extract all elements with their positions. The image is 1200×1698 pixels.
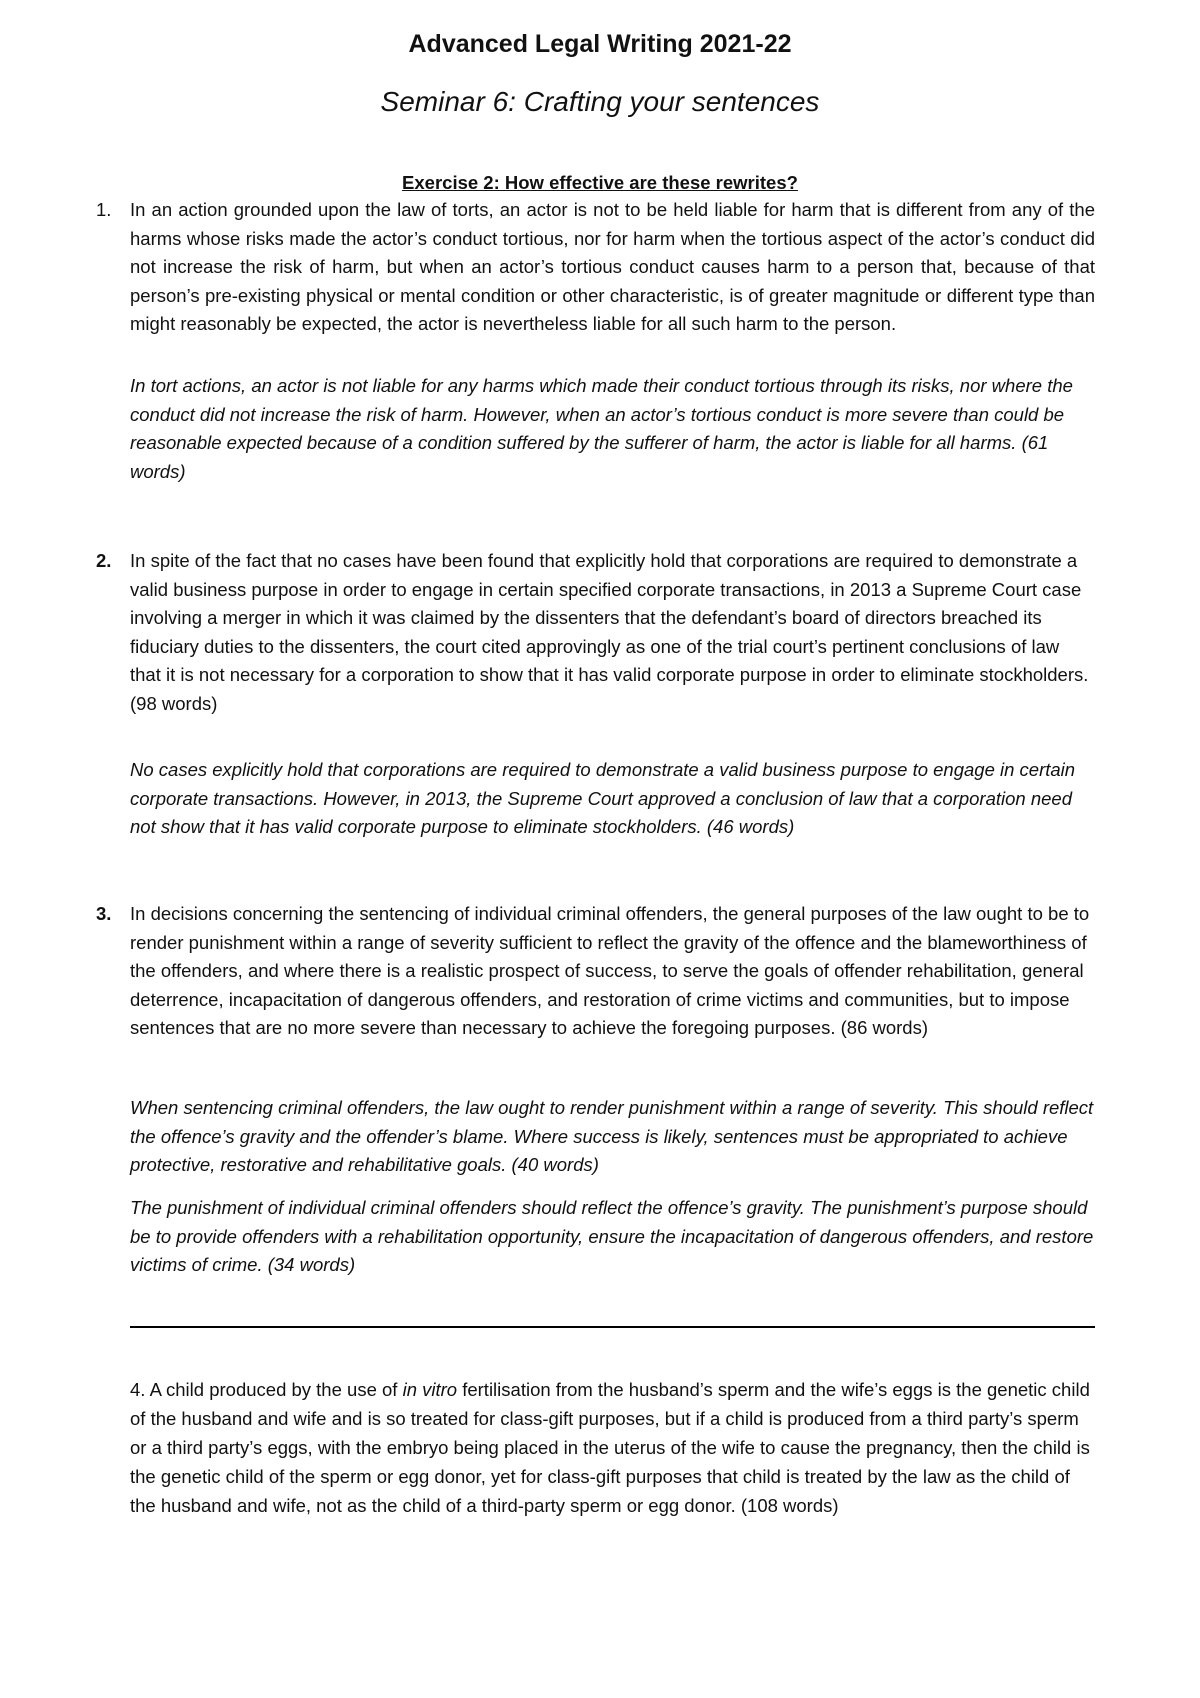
exercise-heading: Exercise 2: How effective are these rewrites? [402,172,798,193]
item-1-rewrite-1: In tort actions, an actor is not liable for any harms which made their conduct tortious through its risks, nor where the conduct did not increase the risk of harm. However, when an actor’s tortious conduct is more severe than could be reasonable expected because of a condition suffered by the sufferer of harm, the actor is liable for all harms. (61 words) [130,375,1073,482]
item-text-after: fertilisation from the husband’s sperm and the wife’s eggs is the genetic child of the husband and wife and is so treated for class-gift purposes, but if a child is produced from a third party’s sperm or a third party’s eggs, with the embryo being placed in the uterus of the wife to cause the pregnancy, then the child is the genetic child of the sperm or egg donor, yet for class-gift purposes that child is treated by the law as the child of the husband and wife, not as the child of a third-party sperm or egg donor. (108 words) [130,1379,1090,1516]
item-number: 2. [96,550,112,571]
item-original-text: In decisions concerning the sentencing of individual criminal offenders, the general purposes of the law ought to be to render punishment within a range of severity sufficient to reflect the gravity of the offence and the blameworthiness of the offenders, and where there is a realistic prospect of success, to serve the goals of offender rehabilitation, general deterrence, incapacitation of dangerous offenders, and restoration of crime victims and communities, but to impose sentences that are no more severe than necessary to achieve the foregoing purposes. (86 words) [130,903,1090,1038]
item-number: 4. [130,1379,146,1400]
exercise-item-2 [96,547,1095,718]
item-text-italic: in vitro [402,1379,458,1400]
item-number: 3. [96,903,112,924]
exercise-item-1 [96,196,1095,339]
exercise-item-4 [130,1375,1095,1520]
document-title: Advanced Legal Writing 2021-22 [408,30,792,58]
item-2-rewrite-1: No cases explicitly hold that corporations are required to demonstrate a valid business purpose to engage in certain corporate transactions. However, in 2013, the Supreme Court approved a conclusion of law that a corporation need not show that it has valid corporate purpose to eliminate stockholders. (46 words) [130,759,1076,837]
item-3-rewrite-2: The punishment of individual criminal offenders should reflect the offence’s gravity. The punishment’s purpose should be to provide offenders with a rehabilitation opportunity, ensure the incapacitation of dangerous offenders, and restore victims of crime. (34 words) [130,1197,1094,1275]
item-original-text: In spite of the fact that no cases have been found that explicitly hold that corporations are required to demonstrate a valid business purpose in order to engage in certain specified corporate transactions, in 2013 a Supreme Court case involving a merger in which it was claimed by the dissenters that the defendant’s board of directors breached its fiduciary duties to the dissenters, the court cited approvingly as one of the trial court’s pertinent conclusions of law that it is not necessary for a corporation to show that it has valid corporate purpose in order to eliminate stockholders. (98 words) [130,550,1089,714]
item-3-rewrite-1: When sentencing criminal offenders, the law ought to render punishment within a range of severity. This should reflect the offence’s gravity and the offender’s blame. Where success is likely, sentences must be appropriated to achieve protective, restorative and rehabilitative goals. (40 words) [130,1097,1094,1175]
item-text-before: A child produced by the use of [149,1379,398,1400]
exercise-item-3 [96,900,1095,1043]
item-original-text: In an action grounded upon the law of torts, an actor is not to be held liable for harm that is different from any of the harms whose risks made the actor’s conduct tortious, nor for harm when the tortious aspect of the actor’s conduct did not increase the risk of harm, but when an actor’s tortious conduct causes harm to a person that, because of that person’s pre-existing physical or mental condition or other characteristic, is of greater magnitude or different type than might reasonably be expected, the actor is nevertheless liable for all such harm to the person. [130,199,1095,334]
document-subtitle: Seminar 6: Crafting your sentences [380,86,820,117]
item-number: 1. [96,199,112,220]
section-divider [130,1326,1095,1328]
